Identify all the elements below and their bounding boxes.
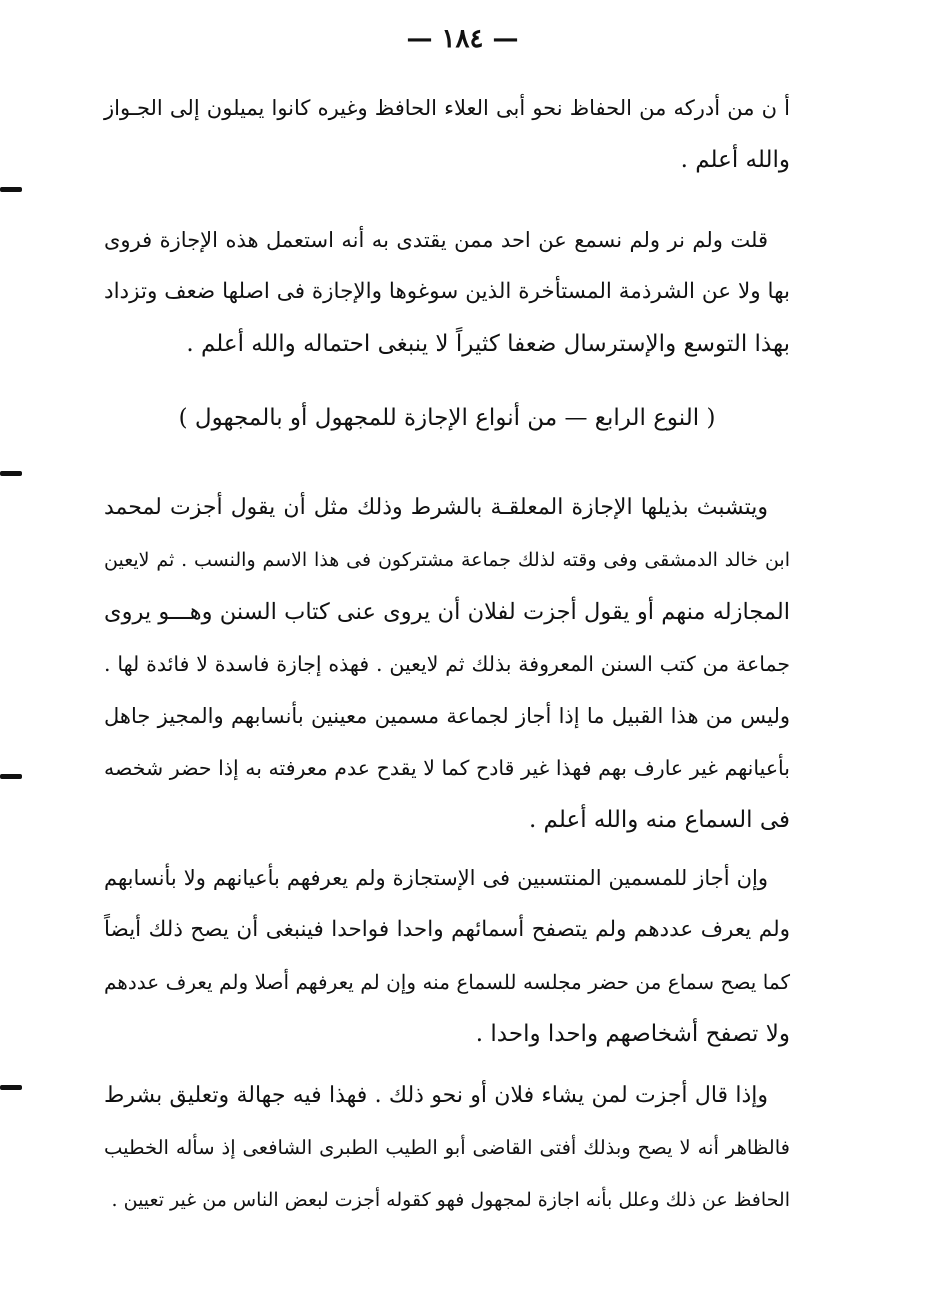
- text-line: وإن أجاز للمسمين المنتسبين فى الإستجازة ولم يعرفهم بأعيانهم ولا بأنسابهم: [104, 866, 768, 890]
- text-line: كما يصح سماع من حضر مجلسه للسماع منه وإن لم يعرفهم أصلا ولم يعرف عددهم: [104, 970, 790, 994]
- page-number: — ١٨٤ —: [406, 24, 519, 54]
- paragraph-3: [104, 482, 790, 846]
- text-line: أ ن من أدركه من الحفاظ نحو أبى العلاء الحافظ وغيره كانوا يميلون إلى الجـواز: [104, 96, 790, 120]
- text-line: والله أعلم .: [680, 147, 790, 173]
- text-line: جماعة من كتب السنن المعروفة بذلك ثم لايعين . فهذه إجازة فاسدة لا فائدة لها .: [104, 652, 790, 676]
- text-line: المجازله منهم أو يقول أجزت لفلان أن يروى عنى كتاب السنن وهـــو يروى: [104, 599, 790, 625]
- section-heading: ( النوع الرابع — من أنواع الإجازة للمجهول أو بالمجهول ): [178, 405, 716, 431]
- text-line: الحافظ عن ذلك وعلل بأنه اجازة لمجهول فهو كقوله أجزت لبعض الناس من غير تعيين .: [111, 1189, 790, 1211]
- text-line: قلت ولم نر ولم نسمع عن احد ممن يقتدى به أنه استعمل هذه الإجازة فروى: [104, 228, 768, 252]
- paragraph-2: [104, 214, 790, 370]
- margin-mark: [0, 1085, 22, 1090]
- paragraph-1: [104, 82, 790, 186]
- text-line: ولم يعرف عددهم ولم يتصفح أسمائهم واحدا فواحدا فينبغى أن يصح ذلك أيضاً: [104, 917, 790, 942]
- text-line: بهذا التوسع والإسترسال ضعفا كثيراً لا ينبغى احتماله والله أعلم .: [186, 331, 790, 357]
- text-line: ولا تصفح أشخاصهم واحدا واحدا .: [475, 1021, 790, 1047]
- text-line: ويتشبث بذيلها الإجازة المعلقـة بالشرط وذلك مثل أن يقول أجزت لمحمد: [104, 495, 768, 520]
- paragraph-5: [104, 1070, 790, 1226]
- text-line: ابن خالد الدمشقى وفى وقته لذلك جماعة مشتركون فى هذا الاسم والنسب . ثم لايعين: [104, 549, 790, 571]
- margin-mark: [0, 187, 22, 192]
- text-line: وليس من هذا القبيل ما إذا أجاز لجماعة مسمين معينين بأنسابهم والمجيز جاهل: [104, 704, 790, 728]
- margin-mark: [0, 774, 22, 779]
- text-line: بأعيانهم غير عارف بهم فهذا غير قادح كما لا يقدح عدم معرفته به إذا حضر شخصه: [104, 756, 790, 780]
- margin-mark: [0, 471, 22, 476]
- paragraph-4: [104, 852, 790, 1060]
- text-line: وإذا قال أجزت لمن يشاء فلان أو نحو ذلك . فهذا فيه جهالة وتعليق بشرط: [104, 1083, 768, 1108]
- text-line: فى السماع منه والله أعلم .: [528, 807, 790, 833]
- text-line: بها ولا عن الشرذمة المستأخرة الذين سوغوها والإجازة فى اصلها ضعف وتزداد: [104, 279, 790, 304]
- text-line: فالظاهر أنه لا يصح وبذلك أفتى القاضى أبو الطيب الطبرى الشافعى إذ سأله الخطيب: [104, 1136, 790, 1159]
